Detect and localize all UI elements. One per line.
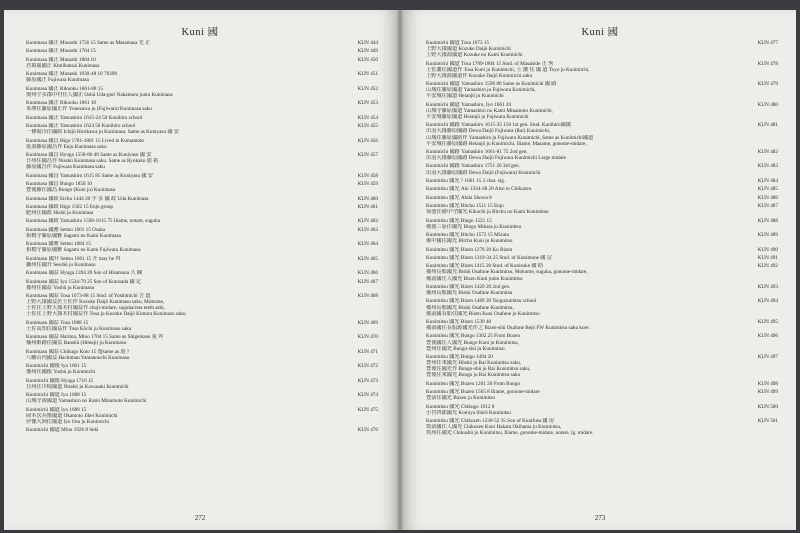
entry-signature-line: 山城住藤原國路作 Yamashiro ju Fujiwara Kunimichi, Same as Kunimichi國道: [426, 134, 594, 141]
kun-number: KUN 469: [357, 319, 378, 326]
kun-number: KUN 470: [357, 334, 378, 341]
entry-heading-line: Kunimichi 國路 Yamashiro 1661-81 75 2nd gen.: [426, 148, 528, 155]
entry-signature-line: 備州長船國光 Bishū Osafune Kunimitsu: [426, 290, 513, 297]
swordsmith-entry: [26, 227, 378, 239]
entry-signature-line: 備後三原住國光 Bingo Mihara ju Kunimitsu: [426, 223, 522, 230]
entry-heading-line: Kunimasa 國正 Yamashiro 1624 50 Kunihiro school: [26, 123, 136, 130]
entry-heading-line: Kunimitsu 國光 Buzen 1261 20 From Bungo: [426, 380, 520, 387]
kun-number: KUN 450: [357, 56, 378, 63]
entry-signature-line: 上野大掾國道 Kozuke Daijō Kunimichi: [426, 46, 511, 53]
entry-heading-line: Kunimitsu 國光 Akita Showa 8: [426, 194, 492, 201]
swordsmith-entry: [26, 71, 378, 83]
kun-number: KUN 452: [357, 85, 378, 92]
entry-heading-line: Kunimasa 國正 Rikuoku 1661-88 15: [26, 85, 103, 92]
swordsmith-entry: [26, 86, 378, 98]
entry-heading-line: Kunimitsu 國光 Buzen 1565 8 Iliame, gonome-midare: [426, 389, 540, 396]
kun-number: KUN 449: [357, 48, 378, 55]
swordsmith-entry: [426, 263, 778, 281]
swordsmith-entry: [26, 218, 378, 224]
entry-heading-line: Kunimitsu 國光 Bizen 1278 20 Ko Bizen: [426, 246, 513, 253]
kun-number: KUN 493: [757, 283, 778, 290]
entry-heading-line: Kunimasa 國雅 Settsu 1661 15 Osaka: [26, 226, 106, 233]
entry-heading-line: Kunimasu 國益 Chikugo Koto 15 遊same as 遊 ?: [26, 348, 130, 355]
swordsmith-entry: [26, 363, 378, 375]
entry-heading-line: Kunimasa 國昌 Bungo 1850 10: [26, 181, 92, 188]
kun-number: KUN 465: [357, 255, 378, 262]
entry-heading-line: Kunimasa 國政 Yamashiro 1596-1615 75 Iliame, notare, suguha: [26, 218, 160, 225]
page-title: Kuni 國: [581, 27, 619, 38]
entry-signature-line: 備州長船國光 Bishū Osafune Kunimitsu,: [426, 304, 514, 311]
kun-number: KUN 480: [757, 101, 778, 108]
kun-number: KUN 476: [357, 427, 378, 434]
entry-signature-line: 伊豫大洲住國道 Iyo Ōsu ju Kunimichi: [26, 418, 109, 425]
swordsmith-entry: [26, 138, 378, 150]
entry-signature-line: 米澤住藤原國正作 Yonezawa ju (Fujiwara) Kunimasa saku: [26, 106, 152, 113]
swordsmith-entry: [26, 427, 378, 433]
swordsmith-entry: [426, 61, 778, 79]
entry-signature-line: 豊後藤住國昌 Bungo (Kuni ju) Kunimasa: [26, 187, 116, 194]
kun-number: KUN 494: [757, 298, 778, 305]
entry-signature-line: 山城守源國道 Yamashiro no Kami Minamoto Kunimichi: [26, 398, 147, 405]
swordsmith-entry: [426, 389, 778, 401]
kun-number: KUN 489: [757, 232, 778, 239]
entry-signature-line: 攝州住國升 Sesshū ju Kunimasu: [26, 261, 96, 268]
swordsmith-entry: [426, 122, 778, 146]
swordsmith-entry: [426, 354, 778, 378]
entry-heading-line: Kunimasa 國政 Etchu 1444 20 宇 多 國 政 Uda Kunimasa: [26, 195, 149, 202]
kun-number: KUN 481: [757, 122, 778, 129]
swordsmith-entry: [26, 204, 378, 216]
page-number: 273: [594, 514, 606, 522]
kun-number: KUN 461: [357, 203, 378, 210]
kun-number: KUN 455: [357, 123, 378, 130]
kun-number: KUN 475: [357, 406, 378, 413]
swordsmith-entry: [26, 279, 378, 291]
kun-number: KUN 479: [757, 81, 778, 88]
swordsmith-entry: [26, 57, 378, 69]
entry-signature-line: 山城守藤原國道 Yamashiro no Kami Minamoto Kunimichi,: [426, 107, 553, 114]
entry-signature-line: 平安城藤原國道 Heianjō ju Fujiwara Kunimichi: [426, 113, 529, 120]
entry-heading-line: Kunimitsu 國光 Chikugo 1912 8: [426, 403, 495, 410]
swordsmith-entry: [426, 284, 778, 296]
kun-number: KUN 486: [757, 194, 778, 201]
entry-signature-line: 出羽大掾藤原國路 Dewa Daijō Fujiwara (Rai) Kunimichi,: [426, 128, 551, 135]
kun-number: KUN 499: [757, 389, 778, 396]
entry-signature-line: 延壽藤原國昌作 Enju Kunimasa saku: [26, 143, 107, 150]
entry-signature-line: 備前國住人國光 Bizen Kuni junin Kunimitsu: [426, 275, 523, 282]
entry-signature-line: 上野大掾源國道 Kozuke no Kami Kunimichi: [426, 52, 523, 59]
swordsmith-entry: [426, 255, 778, 261]
entry-signature-line: 肥州住國政 Hishū ju Kunimasa: [26, 210, 94, 217]
entry-signature-line: 豫州住國益 Yoshū ju Kunimasu: [26, 284, 95, 291]
entry-heading-line: Kunimitsu 國光 Chikuzen 1336-52 35 Son of Kunifusa 國 房: [426, 418, 555, 425]
entry-heading-line: Kunimichi 國道 Yamashiro, Iyo 1661 20: [426, 101, 512, 108]
entry-signature-line: 日州住川崎國道 Nisshū ju Kawasaki Kunimichi: [26, 383, 129, 390]
entry-signature-line: 土佐藩住國道作 Tosa Kuni ju Kunimichi, 土 藩 住 國 道 Toyo ju Kunimichi,: [426, 66, 590, 73]
entry-heading-line: Kunimichi 國道 Tosa 1789-1804 15 Stud. of Masahide 正 秀: [426, 60, 554, 67]
kun-number: KUN 500: [757, 403, 778, 410]
entry-heading-line: Kunimasa 國昌 Higo 1781-1801 15 Lived in Kumamoto: [26, 137, 145, 144]
kun-number: KUN 482: [757, 148, 778, 155]
entry-signature-line: 一條堀川住國政 Ichijō Horikawa ju Kunimasa. Same as Kuniyasu 國 安: [26, 129, 180, 136]
entry-signature-line: 相模守藤原國雅 Sagami no Kami Kunimasa: [26, 232, 121, 239]
swordsmith-entry: [426, 186, 778, 192]
swordsmith-entry: [26, 349, 378, 361]
kun-number: KUN 477: [757, 40, 778, 46]
entry-signature-line: 土佐住上野大掾木村國益作 choji-midare, suguha/reta teeth ashi,: [26, 305, 165, 312]
swordsmith-entry: [26, 173, 378, 179]
entry-signature-line: 山城住藤原國道 Yamashiro ju Fujiwara Kunimichi,: [426, 87, 536, 94]
swordsmith-entry: [26, 270, 378, 276]
kun-number: KUN 483: [757, 163, 778, 170]
swordsmith-entry: [426, 195, 778, 201]
entry-heading-line: Kunimichi 國道 Mino 1926 8 Seki: [26, 427, 99, 434]
swordsmith-entry: [26, 48, 378, 54]
entry-heading-line: Kunimitsu 國光 Bizen 1420 20 2nd gen.: [426, 283, 511, 290]
entry-signature-line: 出羽大掾藤原國路 Dewa Daijō (Fujiwara) Kunimichi: [426, 169, 541, 176]
entry-heading-line: Kunimichi 國俊 Hyuga 1716 15: [26, 377, 94, 384]
kun-number: KUN 451: [357, 71, 378, 78]
entry-heading-line: Kunimasu 國益 Harima, Mino 1704 15 Same as Shigemasu 重 舛: [26, 334, 164, 341]
entry-signature-line: 土佐住上野大掾木村國益作 Tosa ju Kozuke Daijō Kimura Kunimasu saku.: [26, 311, 187, 318]
entry-heading-line: Kunimasu 國升 Settsu 1661 15 升 may be 舛: [26, 255, 121, 262]
entry-signature-line: 藤原國昌作 Fujiwara Kunimasa saku: [26, 164, 105, 171]
entry-signature-line: 出羽大掾藤原國路 Dewa Daijō Fujiwara Kunimichi Large midare: [426, 155, 566, 162]
entry-heading-line: Kunimitsu 國光 Bizen 1319-34 25 Stud. of Kunimune 國 宗: [426, 254, 552, 261]
swordsmith-entry: [426, 149, 778, 161]
entry-heading-line: Kunimitsu 國光 Aki 1334-38 20 Also in Chikuzen: [426, 186, 532, 193]
page-number: 272: [194, 514, 206, 522]
entry-signature-line: 奥州宇多郡中村住人國正 Oshū Uda-gori Nakamura junin Kunimasa: [26, 91, 173, 98]
entry-signature-line: 相模守藤原國雅 Sagami no Kami Fujiwara Kunimasa: [26, 247, 141, 254]
swordsmith-entry: [426, 163, 778, 175]
entry-signature-line: 豊後國住人國光 Bungo Kuni ju Kunimitsu,: [426, 339, 519, 346]
entry-signature-line: 平安城住藤原國路 Heianjō ju Kunimichi, Iliame, Masame, gonome-midare,: [426, 140, 587, 147]
swordsmith-entry: [26, 100, 378, 112]
kun-number: KUN 471: [357, 348, 378, 355]
swordsmith-entry: [426, 218, 778, 230]
kun-number: KUN 490: [757, 246, 778, 253]
entry-signature-line: 藤原國正 Fujiwara Kunimasa: [26, 77, 89, 84]
swordsmith-entry: [26, 392, 378, 404]
kun-number: KUN 501: [757, 418, 778, 425]
kun-number: KUN 462: [357, 218, 378, 225]
swordsmith-entry: [426, 418, 778, 436]
entry-heading-line: Kunimichi 國道 Iyo 1688 15: [26, 406, 87, 413]
kun-number: KUN 484: [757, 177, 778, 184]
right-page: [404, 10, 796, 530]
entry-heading-line: Kunimasa 國正 Musashi 1804 10: [26, 56, 96, 63]
entry-heading-line: Kunimichi 國路 Yamashiro 1615-35 150 1st gen. Stud. Kunihiro國廣: [426, 122, 572, 129]
entry-heading-line: Kunimasa 國昌 Yamashiro 1615 85 Same as Kuniyasu 國 安: [26, 172, 153, 179]
entry-signature-line: 豊後住來國光 Bungo ju Rai Kunimitsu saku: [426, 372, 521, 379]
swordsmith-entry: [26, 293, 378, 317]
entry-heading-line: Kunimasa 國正 Musashi 1756 15 Same as Masamasa 光 正: [26, 40, 151, 46]
entry-heading-line: Kunimasa 國雅 Settsu 1684 15: [26, 241, 91, 248]
entry-heading-line: Kunimichi 國道 Yamashiro 1596 80 Same as Kunimichi 國 路: [426, 81, 557, 88]
entry-heading-line: Kunimitsu 國光 Bitchu 1511 15 Enju: [426, 203, 504, 210]
entry-signature-line: 豊州住來國光 Hōshū ju Rai Kunimitsu saku,: [426, 360, 522, 367]
swordsmith-entry: [426, 232, 778, 244]
kun-number: KUN 472: [357, 363, 378, 370]
swordsmith-entry: [426, 247, 778, 253]
kun-number: KUN 456: [357, 137, 378, 144]
kun-number: KUN 453: [357, 100, 378, 107]
book-gutter: [396, 10, 404, 530]
entry-heading-line: Kunimichi 國俊 Iyo 1661 15: [26, 363, 87, 370]
swordsmith-entry: [426, 333, 778, 351]
swordsmith-entry: [26, 378, 378, 390]
page-title: Kuni 國: [181, 27, 219, 38]
swordsmith-entry: [26, 334, 378, 346]
swordsmith-entry: [426, 381, 778, 387]
entry-heading-line: Kunimasu 國益 Tosa 1673-88 15 Stud. of Yoshimichi 吉 道: [26, 293, 151, 300]
entry-heading-line: Kunimichi 國道 Tosa 1673 15: [426, 40, 490, 46]
kun-number: KUN 485: [757, 186, 778, 193]
kun-number: KUN 488: [757, 217, 778, 224]
entry-signature-line: 豫州住國俊 Yoshū ju Kunimichi: [26, 369, 96, 376]
entry-heading-line: Kunimasa 國昌 Hyuga 1558-86 40 Same as Kuniyasu 國 安: [26, 152, 152, 159]
entry-signature-line: 豊州住國光 Bungo-shū ju Kunimitsu: [426, 345, 505, 352]
entry-signature-line: 君萬歳國正 Kimibansai Kunimasa: [26, 62, 100, 69]
entry-signature-line: 筑前國住人國光 Chikuzen Kuni Hakata Okihama ju Kunimitsu,: [426, 424, 562, 431]
swordsmith-entry: [26, 181, 378, 193]
entry-signature-line: 岡本次兵衛國道 Okamoto Jibei Kunimichi: [26, 412, 118, 419]
kun-number: KUN 454: [357, 114, 378, 121]
entry-heading-line: Kunimasa 國正 Musashi 1764 15: [26, 48, 96, 55]
kun-number: KUN 478: [757, 60, 778, 67]
swordsmith-entry: [26, 256, 378, 268]
entry-heading-line: Kunimasa 國正 Yamashiro 1615-24 50 Kunihiro school: [26, 114, 143, 121]
entry-heading-line: Kunimichi 國路 Yamashiro 1751 20 3rd gen.: [426, 163, 520, 170]
entry-heading-line: Kunimitsu 國光 Bizen 1539 40: [426, 319, 492, 325]
kun-number: KUN 466: [357, 270, 378, 277]
swordsmith-entry: [426, 319, 778, 331]
kun-number: KUN 497: [757, 354, 778, 361]
swordsmith-entry: [426, 298, 778, 316]
entry-heading-line: Kunimasa 國正 Rikuoku 1861 10: [26, 100, 97, 107]
entry-signature-line: 豊後住國光作 Bungo-shū ju Rai Kunimitsu saku,: [426, 366, 531, 373]
entry-signature-line: 八幡山内國益 Hachiman Yamanouchi Kunimasu: [26, 354, 130, 361]
entry-heading-line: Kunimitsu 國光 ? 1661 15 2 char. sig.: [426, 177, 506, 184]
kun-number: KUN 464: [357, 241, 378, 248]
entry-heading-line: Kunimitsu 國光 Bungo 1362 25 From Bozen: [426, 333, 520, 340]
kun-number: KUN 474: [357, 392, 378, 399]
swordsmith-entry: [26, 40, 378, 46]
swordsmith-entry: [26, 241, 378, 253]
entry-signature-line: 備中國住國光 Bitchu Kuni ju Kunimitsu: [426, 238, 513, 245]
swordsmith-entry: [26, 320, 378, 332]
entry-signature-line: 上野大掾源國道作 Kozuke Daijō Kunimichi saku: [426, 72, 533, 79]
swordsmith-entry: [26, 115, 378, 121]
kun-number: KUN 458: [357, 172, 378, 179]
kun-number: KUN 444: [357, 40, 378, 46]
entry-signature-line: 筑州住國光 Chikushū ju Kunimitsu, Iliame, gonome-midare, notare, lg. midare.: [426, 430, 594, 437]
entry-signature-line: 備前國住長船源國光作之 Bizen-shū Osafune Bejō FW Kunimitsu saku kore.: [426, 325, 590, 332]
kun-number: KUN 495: [757, 319, 778, 325]
swordsmith-entry: [26, 196, 378, 202]
entry-signature-line: 備前國長船住國光 Bizen Kuni Osafune ju Kunimitsu: [426, 310, 540, 317]
kun-number: KUN 487: [757, 203, 778, 210]
entry-heading-line: Kunimitsu 國光 Bitchu 1573 15 Mizuta: [426, 232, 509, 239]
entry-heading-line: Kunimitsu 國光 Bizen 1415 20 Stud. of Kunisuke 國 助: [426, 263, 544, 270]
entry-signature-line: 播州姫路住國益 Banshū (Himeji) ju Kunimasu: [26, 340, 127, 347]
entry-heading-line: Kunimasu 國益 Hyuga 1394 20 Son of Hisatsuna 久 綱: [26, 270, 142, 277]
kun-number: KUN 496: [757, 333, 778, 340]
entry-heading-line: Kunimasa 國政 Higo 1502 15 Enju group: [26, 203, 114, 210]
kun-number: KUN 468: [357, 293, 378, 300]
entry-signature-line: 小宮四郎國光 Komiya Shirō Kunimitsu: [426, 409, 511, 416]
kun-number: KUN 463: [357, 226, 378, 233]
entry-signature-line: 備州長船國光 Bishū Osafune Kunimitsu, Mokume, suguha, gonome-midare,: [426, 269, 588, 276]
kun-number: KUN 473: [357, 377, 378, 384]
entry-list: [26, 40, 378, 436]
entry-heading-line: Kunimitsu 國光 Bingo 1521 15: [426, 217, 492, 224]
swordsmith-entry: [426, 178, 778, 184]
swordsmith-entry: [426, 40, 778, 58]
entry-signature-line: 土佐高知住國益作 Tosa Kōchi ju Kunimasu saku: [26, 325, 132, 332]
swordsmith-entry: [426, 102, 778, 120]
kun-number: KUN 460: [357, 195, 378, 202]
entry-signature-line: 豊前住國光 Buzen ju Kunimitsu: [426, 395, 496, 402]
kun-number: KUN 457: [357, 152, 378, 159]
kun-number: KUN 491: [757, 254, 778, 261]
kun-number: KUN 467: [357, 278, 378, 285]
entry-heading-line: Kunimichi 國道 Iyo 1688 15: [26, 392, 87, 399]
swordsmith-entry: [26, 407, 378, 425]
left-page: [4, 10, 396, 530]
entry-heading-line: Kunimasu 國益 Tosa 1688 15: [26, 319, 89, 326]
entry-signature-line: 日州住國昌作 Nisshū Kunimasa saku. Same as Ryokaku 旅 拓: [26, 158, 159, 165]
swordsmith-entry: [26, 152, 378, 170]
entry-signature-line: 上野大掾國益於土佐作 Kozuke Daijō Kunimasu saku, Mokume,: [26, 299, 165, 306]
kun-number: KUN 498: [757, 380, 778, 387]
kun-number: KUN 492: [757, 263, 778, 270]
entry-heading-line: Kunimitsu 國光 Bizen 1469 20 Tsuguzumitsu school: [426, 298, 537, 305]
swordsmith-entry: [426, 81, 778, 99]
entry-heading-line: Kunimitsu 國光 Bungo 1494 20: [426, 354, 493, 361]
entry-signature-line: 平安城住國道 Heianjō ju Kunimichi: [426, 93, 504, 100]
swordsmith-entry: [426, 203, 778, 215]
entry-signature-line: 菊池住備中守國光 Kikuchi ju Bitchu no Kami Kunimitsu: [426, 209, 549, 216]
entry-heading-line: Kunimasu 國益 Iyo 1524-79 25 Son of Kunisada 國 定: [26, 278, 142, 285]
swordsmith-entry: [426, 404, 778, 416]
kun-number: KUN 459: [357, 181, 378, 188]
entry-heading-line: Kunimasa 國正 Musashi 1830-48 10 78398: [26, 71, 117, 78]
swordsmith-entry: [26, 123, 378, 135]
entry-list: [426, 40, 778, 439]
